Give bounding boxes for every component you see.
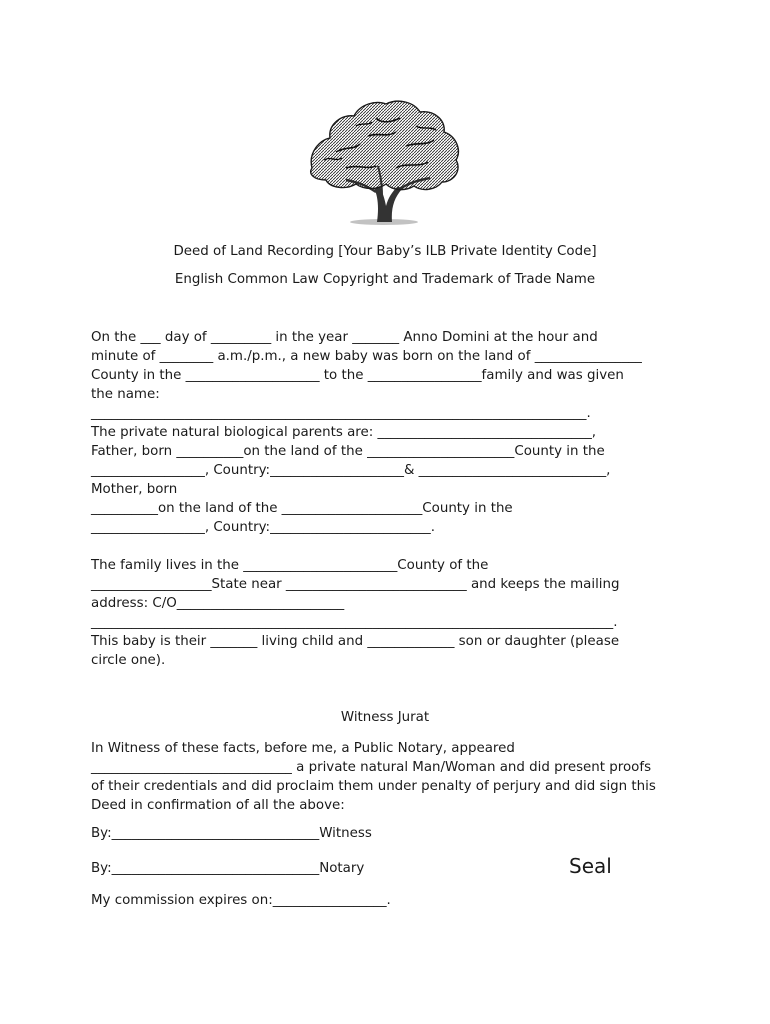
mailing-address-blank: ______________________________________________________________________________. — [91, 615, 618, 630]
mother-land-line: __________on the land of the _____________________County in the — [91, 501, 513, 516]
family-paragraph — [91, 556, 691, 670]
witness-signature-line: By:_______________________________Witness — [91, 826, 372, 841]
birth-line: minute of ________ a.m./p.m., a new baby was born on the land of ________________ — [91, 349, 642, 364]
commission-expiry-line: My commission expires on:_________________. — [91, 893, 391, 908]
jurat-line: Deed in confirmation of all the above: — [91, 798, 345, 813]
child-order-line: circle one). — [91, 653, 166, 668]
father-country-line: _________________, Country:____________________& ____________________________, — [91, 463, 611, 478]
family-line: The family lives in the _______________________County of the — [91, 558, 489, 573]
father-line: Father, born __________on the land of the ______________________County in the — [91, 444, 605, 459]
notary-signature-line: By:_______________________________Notary — [91, 861, 365, 876]
jurat-line: of their credentials and did proclaim them under penalty of perjury and did sign this — [91, 779, 656, 794]
document-title: Deed of Land Recording [Your Baby’s ILB Private Identity Code] — [173, 244, 597, 259]
birth-line: County in the ____________________ to the _________________family and was given — [91, 368, 624, 383]
family-line: __________________State near ___________________________ and keeps the mailing — [91, 577, 620, 592]
mailing-address-line: address: C/O_________________________ — [91, 596, 345, 611]
parents-line: The private natural biological parents are: ________________________________, — [91, 425, 597, 440]
birth-line: the name: — [91, 387, 160, 402]
baby-name-blank: __________________________________________________________________________. — [91, 406, 591, 421]
seal-label: Seal — [569, 854, 612, 878]
jurat-heading: Witness Jurat — [340, 710, 430, 725]
jurat-line: ______________________________ a private natural Man/Woman and did present proofs — [91, 760, 652, 775]
child-order-line: This baby is their _______ living child and _____________ son or daughter (please — [91, 634, 620, 649]
jurat-line: In Witness of these facts, before me, a Public Notary, appeared — [91, 741, 515, 756]
oak-tree-icon — [306, 96, 462, 226]
document-subtitle: English Common Law Copyright and Trademark of Trade Name — [174, 272, 596, 287]
jurat-paragraph — [91, 739, 691, 815]
mother-line: Mother, born — [91, 482, 178, 497]
birth-paragraph — [91, 328, 691, 537]
birth-line: On the ___ day of _________ in the year _______ Anno Domini at the hour and — [91, 330, 598, 345]
mother-country-line: _________________, Country:________________________. — [91, 520, 436, 535]
